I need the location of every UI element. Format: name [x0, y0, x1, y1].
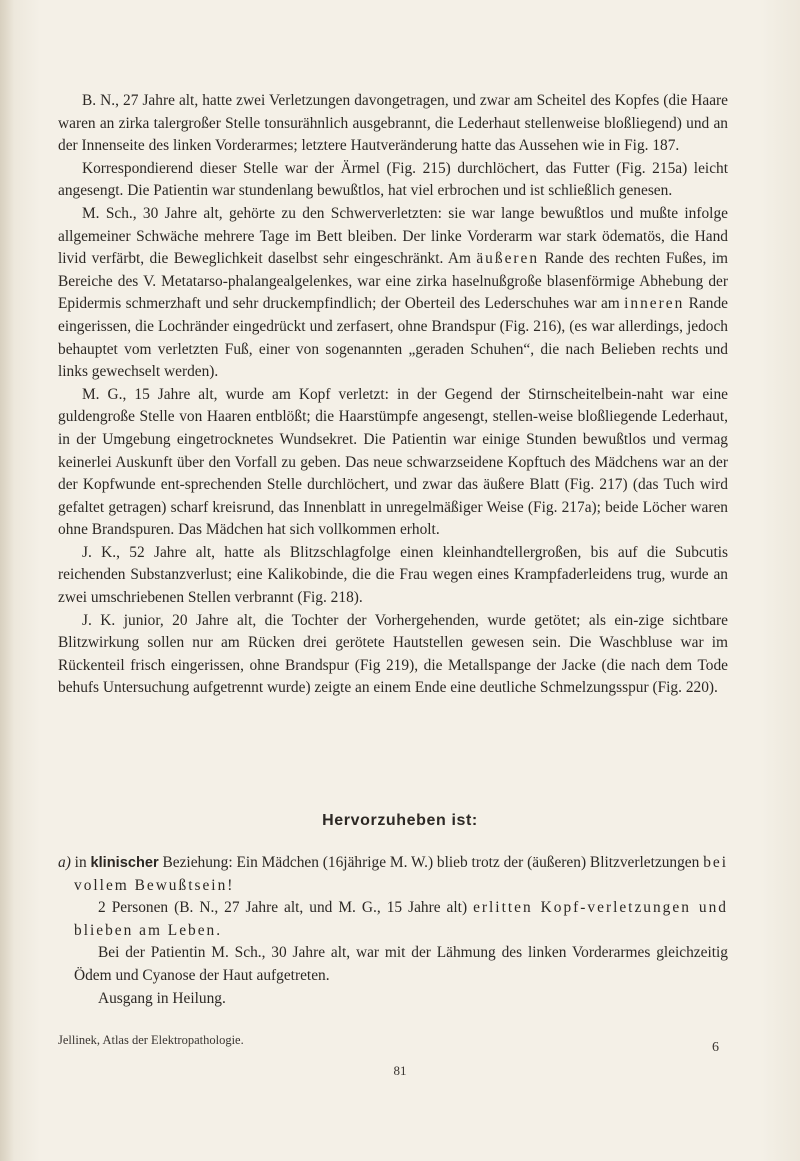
paragraph-m-sch-part2: Rande des rechten Fußes, im Bereiche des V. Metatarso-phalangealgelenkes, war eine zirka haselnußgroße blasenförmige Abhebung der Epidermis schmerzhaft und sehr druckempfindlich; der Oberteil des Lederschuhes war am: [58, 250, 728, 313]
paragraph-m-g: M. G., 15 Jahre alt, wurde am Kopf verletzt: in der Gegend der Stirnscheitelbein-naht war eine guldengroße Stelle von Haaren entblößt; die Haarstümpfe angesengt, stellen-weise bloßliegende Lederhaut, in der Umgebung eingetrocknetes Wundsekret. Die Patientin war einige Stunden bewußtlos und vermag keinerlei Auskunft über den Vorfall zu geben. Das neue schwarzseidene Kopftuch des Mädchens war an der der Kopfwunde ent-sprechenden Stelle durchlöchert, und zwar das äußere Blatt (Fig. 217) (das Tuch wird gefaltet getragen) scharf kreisrund, das Innenblatt in unregelmäßiger Weise (Fig. 217a); beide Löcher waren ohne Brandspuren. Das Mädchen hat sich vollkommen erholt.: [58, 385, 728, 539]
body-text: [58, 90, 728, 700]
finding-c: Bei der Patientin M. Sch., 30 Jahre alt, war mit der Lähmung des linken Vorderarmes gleichzeitig Ödem und Cyanose der Haut aufgetreten.: [74, 944, 728, 984]
paragraph-m-sch: [58, 203, 728, 384]
page-number: 81: [393, 1063, 407, 1078]
paragraph-sleeve: Korrespondierend dieser Stelle war der Ärmel (Fig. 215) durchlöchert, das Futter (Fig. 215a) leicht angesengt. Die Patientin war stundenlang bewußtlos, hat viel erbrochen und ist schließlich genesen.: [58, 159, 728, 200]
finding-a-pre: in: [70, 854, 91, 871]
paragraph-m-sch-part1: M. Sch., 30 Jahre alt, gehörte zu den Schwerverletzten: sie war lange bewußtlos und mußte infolge allgemeiner Schwäche mehrere Tage im Bett bleiben. Der linke Vorderarm war stark ödematös, die Hand livid verfärbt, die Beweglichkeit daselbst sehr eingeschränkt. Am: [58, 204, 728, 268]
footer-source: Jellinek, Atlas der Elektropathologie.: [58, 1033, 244, 1047]
finding-a: [58, 852, 728, 897]
paragraph-j-k: J. K., 52 Jahre alt, hatte als Blitzschlagfolge einen kleinhandtellergroßen, bis auf die Subcutis reichenden Substanzverlust; eine Kalikobinde, die die Frau wegen eines Krampfaderleidens trug, wurde an zwei umschriebenen Stellen verbrannt (Fig. 218).: [58, 543, 728, 607]
paragraph-j-k-junior: J. K. junior, 20 Jahre alt, die Tochter der Vorhergehenden, wurde getötet; als ein-zige sichtbare Blitzwirkung sollen nur am Rücken drei gerötete Hautstellen gewesen sein. Die Waschbluse war im Rückenteil frisch eingerissen, ohne Brandspur (Fig 219), die Metallspange der Jacke (die nach dem Tode behufs Untersuchung aufgetrennt wurde) zeigte an einem Ende eine deutliche Schmelzungsspur (Fig. 220).: [58, 611, 728, 697]
finding-b-text: 2 Personen (B. N., 27 Jahre alt, und M. G., 15 Jahre alt): [98, 899, 474, 917]
page-shadow: [0, 0, 14, 1161]
finding-b-emphasis: erlitten Kopf-verletzungen und blieben am Leben.: [74, 899, 728, 939]
finding-b: [58, 897, 728, 942]
paragraph-m-sch-part3: Rande eingerissen, die Lochränder eingedrückt und zerfasert, ohne Brandspur (Fig. 216), (es war allerdings, jedoch behauptet vom verletzten Fuß, einer von sogenannten „geraden Schuhen“, die nach Belieben rechts und links gewechselt werden).: [58, 295, 728, 381]
finding-a-text: Beziehung: Ein Mädchen (16jährige M. W.) blieb trotz der (äußeren) Blitzverletzungen: [158, 854, 704, 871]
emphasis-outer: äußeren: [476, 250, 540, 268]
emphasis-inner: inneren: [624, 295, 685, 313]
finding-a-bold: klinischer: [90, 855, 159, 871]
footer-signature: 6: [712, 1040, 719, 1055]
finding-a-letter: a): [58, 854, 71, 871]
section-heading: Hervorzuheben ist:: [322, 812, 478, 829]
findings-list: [58, 852, 728, 1010]
paragraph-b-n: B. N., 27 Jahre alt, hatte zwei Verletzungen davongetragen, und zwar am Scheitel des Kopfes (die Haare waren an zirka talergroßer Stelle tonsurähnlich ausgebrannt, die Lederhaut stellenweise bloßliegend) und an der Innenseite des linken Vorderarmes; letztere Hautveränderung hatte das Aussehen wie in Fig. 187.: [58, 92, 728, 155]
finding-d: Ausgang in Heilung.: [98, 989, 226, 1007]
finding-a-emphasis: bei vollem Bewußtsein!: [74, 854, 728, 894]
